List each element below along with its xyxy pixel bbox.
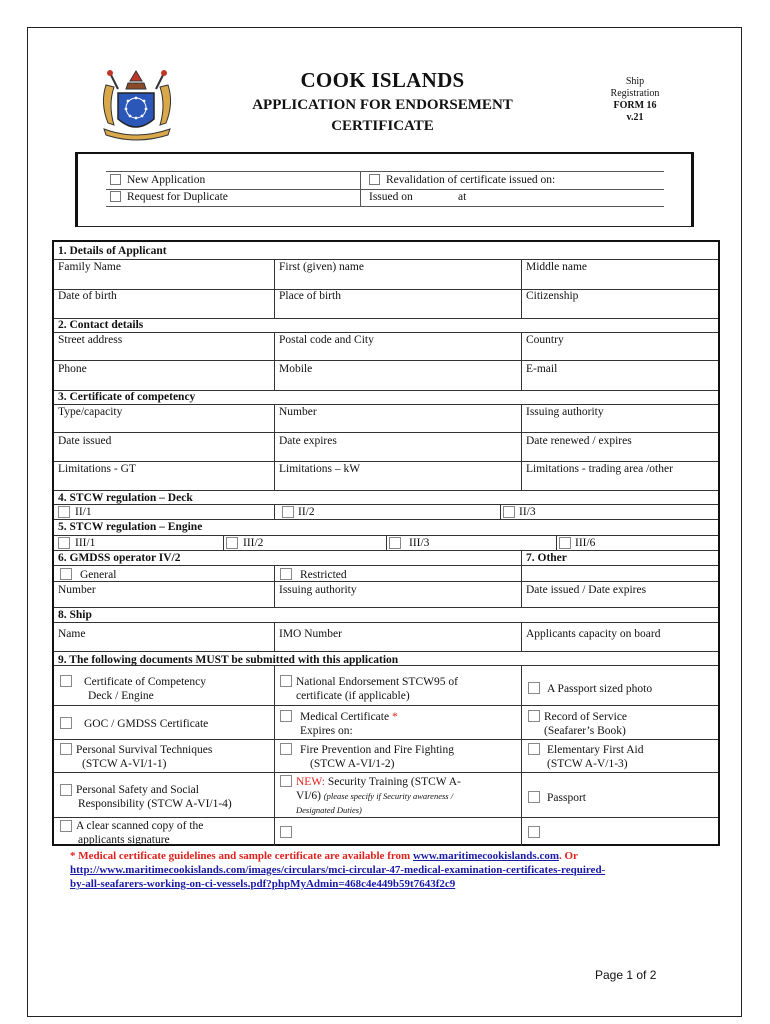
- request-duplicate-label: Request for Duplicate: [127, 191, 228, 203]
- security-training-label: [296, 775, 461, 817]
- main-form: [52, 240, 720, 846]
- pssr-label: [76, 783, 232, 811]
- engine-iii6-checkbox[interactable]: [559, 537, 571, 549]
- circular-link-line-1[interactable]: http://www.maritimecookislands.com/images/circulars/mci-circular-47-medical-examination-certificates-required-: [70, 864, 606, 876]
- other-dates-field[interactable]: Date issued / Date expires: [526, 584, 647, 596]
- section-8-title: 8. Ship: [58, 609, 92, 621]
- section-3-title: 3. Certificate of competency: [58, 391, 196, 403]
- engine-iii3-label: III/3: [409, 537, 430, 549]
- citizenship-field[interactable]: Citizenship: [526, 290, 579, 302]
- middle-name-field[interactable]: Middle name: [526, 261, 587, 273]
- signature-scan-checkbox[interactable]: [60, 820, 72, 832]
- passport-label: Passport: [547, 792, 586, 804]
- section-1-title: 1. Details of Applicant: [58, 245, 167, 257]
- pst-checkbox[interactable]: [60, 743, 72, 755]
- section-5-title: 5. STCW regulation – Engine: [58, 521, 203, 533]
- date-renewed-field[interactable]: Date renewed / expires: [526, 435, 632, 447]
- pssr-line-1: Personal Safety and Social: [76, 784, 199, 796]
- request-duplicate-checkbox[interactable]: [110, 191, 121, 202]
- security-training-note-1: (please specify if Security awareness /: [323, 791, 454, 801]
- at-label: at: [458, 191, 467, 203]
- form-id: [590, 76, 680, 124]
- postal-code-city-field[interactable]: Postal code and City: [279, 334, 374, 346]
- national-endorsement-checkbox[interactable]: [280, 675, 292, 687]
- form-id-line-1: Ship: [625, 76, 645, 87]
- form-id-line-3: FORM 16: [613, 100, 657, 111]
- deck-ii2-checkbox[interactable]: [282, 506, 294, 518]
- new-application-option[interactable]: [110, 172, 205, 189]
- gmdss-number-field[interactable]: Number: [58, 584, 96, 596]
- section-9-title: 9. The following documents MUST be submitted with this application: [58, 654, 399, 666]
- at-field[interactable]: [458, 189, 466, 206]
- security-training-line-2: VI/6): [296, 790, 321, 802]
- engine-iii1-checkbox[interactable]: [58, 537, 70, 549]
- application-row-1: [106, 171, 664, 190]
- limitations-trading-field[interactable]: Limitations - trading area /other: [526, 463, 673, 475]
- section-4-title: 4. STCW regulation – Deck: [58, 492, 193, 504]
- coc-doc-line-1: Certificate of Competency: [84, 676, 206, 688]
- engine-iii6-label: III/6: [575, 537, 596, 549]
- extra-doc-checkbox-2[interactable]: [528, 826, 540, 838]
- gmdss-general-label: General: [80, 569, 117, 581]
- record-of-service-checkbox[interactable]: [528, 710, 540, 722]
- coc-issuing-authority-field[interactable]: Issuing authority: [526, 406, 604, 418]
- footnote-text-1: * Medical certificate guidelines and sample certificate are available from: [70, 850, 413, 862]
- footnote-text-2: . Or: [559, 850, 578, 862]
- security-training-checkbox[interactable]: [280, 775, 292, 787]
- passport-photo-checkbox[interactable]: [528, 682, 540, 694]
- mobile-field[interactable]: Mobile: [279, 363, 313, 375]
- signature-scan-line-2: applicants signature: [78, 834, 170, 846]
- fire-fighting-checkbox[interactable]: [280, 743, 292, 755]
- page-number: Page 1 of 2: [595, 968, 657, 982]
- subtitle-line-1: APPLICATION FOR ENDORSEMENT: [252, 97, 513, 113]
- medical-certificate-line-2: Expires on:: [300, 725, 353, 737]
- gmdss-general-checkbox[interactable]: [60, 568, 72, 580]
- fire-fighting-line-1: Fire Prevention and Fire Fighting: [300, 744, 454, 756]
- new-application-checkbox[interactable]: [110, 174, 121, 185]
- pssr-checkbox[interactable]: [60, 784, 72, 796]
- first-name-field[interactable]: First (given) name: [279, 261, 364, 273]
- coc-doc-line-2: Deck / Engine: [88, 690, 154, 702]
- coc-number-field[interactable]: Number: [279, 406, 317, 418]
- national-endorsement-label: [296, 675, 458, 703]
- date-issued-field[interactable]: Date issued: [58, 435, 112, 447]
- pst-line-2: (STCW A-VI/1-1): [82, 758, 167, 770]
- engine-iii2-label: III/2: [243, 537, 264, 549]
- page-subtitle: [200, 95, 565, 137]
- gmdss-issuing-authority-field[interactable]: Issuing authority: [279, 584, 357, 596]
- security-training-note-2: Designated Duties): [296, 805, 362, 815]
- medical-certificate-label: [300, 710, 398, 738]
- passport-checkbox[interactable]: [528, 791, 540, 803]
- medical-certificate-checkbox[interactable]: [280, 710, 292, 722]
- issued-on-label: Issued on: [369, 191, 413, 203]
- deck-ii1-label: II/1: [75, 506, 92, 518]
- gmdss-restricted-label: Restricted: [300, 569, 347, 581]
- section-2-title: 2. Contact details: [58, 319, 144, 331]
- goc-label: GOC / GMDSS Certificate: [84, 718, 209, 730]
- coat-of-arms-icon: [96, 63, 178, 143]
- ship-name-field[interactable]: Name: [58, 628, 86, 640]
- limitations-kw-field[interactable]: Limitations – kW: [279, 463, 361, 475]
- deck-ii1-checkbox[interactable]: [58, 506, 70, 518]
- engine-iii3-checkbox[interactable]: [389, 537, 401, 549]
- maritime-link[interactable]: www.maritimecookislands.com: [412, 850, 559, 862]
- medical-asterisk: *: [389, 711, 398, 723]
- circular-link-line-2[interactable]: by-all-seafarers-working-on-ci-vessels.pdf?phpMyAdmin=468c4e449b59t7643f2c9: [70, 878, 456, 890]
- fire-fighting-line-2: (STCW A-VI/1-2): [310, 758, 395, 770]
- record-of-service-line-2: (Seafarer’s Book): [544, 725, 626, 737]
- application-row-2: [106, 189, 664, 207]
- email-field[interactable]: E-mail: [526, 363, 558, 375]
- subtitle-line-2: CERTIFICATE: [331, 118, 434, 134]
- phone-field[interactable]: Phone: [58, 363, 87, 375]
- first-aid-line-1: Elementary First Aid: [547, 744, 644, 756]
- revalidation-option[interactable]: [369, 172, 555, 189]
- family-name-field[interactable]: Family Name: [58, 261, 121, 273]
- signature-scan-label: [76, 819, 203, 847]
- security-training-line-1: Security Training (STCW A-: [324, 776, 461, 788]
- pssr-line-2: Responsibility (STCW A-VI/1-4): [78, 798, 232, 810]
- imo-number-field[interactable]: IMO Number: [279, 628, 342, 640]
- street-address-field[interactable]: Street address: [58, 334, 123, 346]
- request-duplicate-option[interactable]: [110, 189, 228, 206]
- medical-certificate-line-1: Medical Certificate: [300, 711, 390, 723]
- revalidation-label: Revalidation of certificate issued on:: [386, 174, 556, 186]
- place-of-birth-field[interactable]: Place of birth: [279, 290, 341, 302]
- section-7-title: 7. Other: [526, 552, 567, 564]
- signature-scan-line-1: A clear scanned copy of the: [76, 820, 204, 832]
- engine-iii2-checkbox[interactable]: [226, 537, 238, 549]
- national-endorsement-line-1: National Endorsement STCW95 of: [296, 676, 458, 688]
- date-expires-field[interactable]: Date expires: [279, 435, 337, 447]
- passport-photo-label: A Passport sized photo: [547, 683, 653, 695]
- coc-doc-label: [84, 675, 206, 703]
- record-of-service-label: [544, 710, 627, 738]
- limitations-gt-field[interactable]: Limitations - GT: [58, 463, 136, 475]
- country-field[interactable]: Country: [526, 334, 564, 346]
- record-of-service-line-1: Record of Service: [544, 711, 628, 723]
- pst-line-1: Personal Survival Techniques: [76, 744, 213, 756]
- deck-ii2-label: II/2: [298, 506, 315, 518]
- deck-ii3-checkbox[interactable]: [503, 506, 515, 518]
- coc-doc-checkbox[interactable]: [60, 675, 72, 687]
- revalidation-checkbox[interactable]: [369, 174, 380, 185]
- gmdss-restricted-checkbox[interactable]: [280, 568, 292, 580]
- new-tag: NEW:: [296, 776, 325, 788]
- engine-iii1-label: III/1: [75, 537, 96, 549]
- first-aid-checkbox[interactable]: [528, 743, 540, 755]
- pst-label: [76, 743, 212, 771]
- form-id-line-4: v.21: [626, 112, 644, 123]
- deck-ii3-label: II/3: [519, 506, 536, 518]
- medical-footnote: [70, 849, 710, 891]
- first-aid-line-2: (STCW A-V/1-3): [547, 758, 628, 770]
- new-application-label: New Application: [127, 174, 206, 186]
- fire-fighting-label: [300, 743, 454, 771]
- capacity-on-board-field[interactable]: Applicants capacity on board: [526, 628, 661, 640]
- section-6-title: 6. GMDSS operator IV/2: [58, 552, 181, 564]
- national-endorsement-line-2: certificate (if applicable): [296, 690, 410, 702]
- goc-checkbox[interactable]: [60, 717, 72, 729]
- page-title: COOK ISLANDS: [300, 68, 465, 92]
- form-id-line-2: Registration: [610, 88, 660, 99]
- type-capacity-field[interactable]: Type/capacity: [58, 406, 123, 418]
- extra-doc-checkbox-1[interactable]: [280, 826, 292, 838]
- issued-on-field[interactable]: [369, 189, 413, 206]
- first-aid-label: [547, 743, 643, 771]
- date-of-birth-field[interactable]: Date of birth: [58, 290, 117, 302]
